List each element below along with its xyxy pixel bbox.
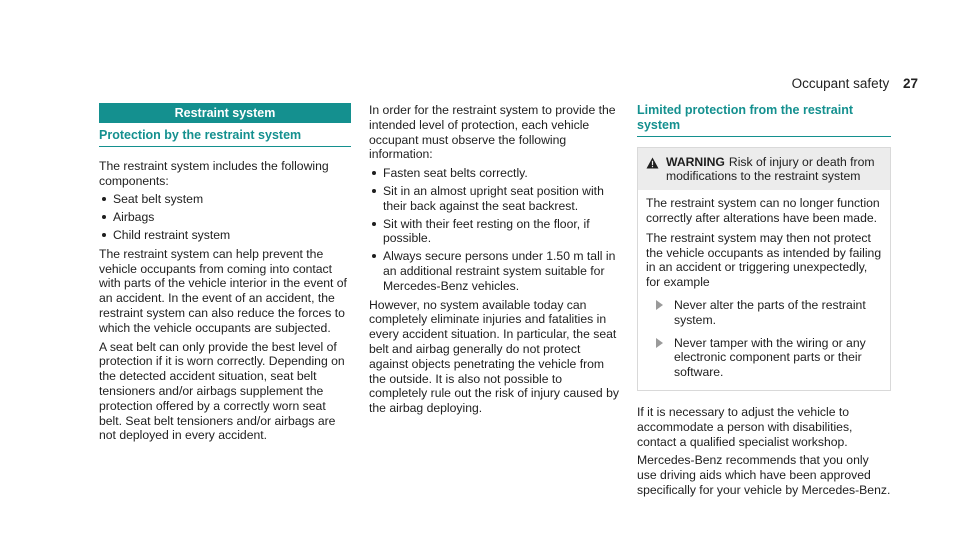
sub-heading: Protection by the restraint system	[99, 128, 351, 147]
page-number: 27	[902, 76, 918, 91]
running-header	[792, 76, 918, 91]
list-item: Always secure persons under 1.50 m tall in an additional restraint system suitable for Mercedes-Benz vehicles.	[369, 249, 619, 293]
warning-label: WARNING	[666, 154, 725, 169]
column-left	[99, 103, 351, 447]
step-text: Never alter the parts of the restraint system.	[674, 297, 866, 327]
list-item: Seat belt system	[99, 192, 351, 207]
list-item: Sit with their feet resting on the floor, if possible.	[369, 217, 619, 247]
rules-list	[369, 166, 619, 293]
body-paragraph: Mercedes-Benz recommends that you only use driving aids which have been approved specifically for your vehicle by Mercedes-Benz.	[637, 453, 891, 497]
warning-text: The restraint system may then not protect the vehicle occupants as intended by failing in an accident or triggering unexpectedly, for example	[646, 230, 882, 290]
instruction-step	[646, 298, 882, 328]
warning-box	[637, 147, 891, 391]
instruction-step	[646, 336, 882, 380]
body-paragraph: The restraint system can help prevent the vehicle occupants from coming into contact with parts of the vehicle interior in the event of an accident. In the event of an accident, the restraint system can also reduce the forces to which the vehicle occupants are subjected.	[99, 246, 347, 335]
body-paragraph: However, no system available today can completely eliminate injuries and fatalities in every accident situation. In particular, the seat belt and airbag generally do not protect against objects penetrating the vehicle from the outside. It is also not possible to completely rule out the risk of injury caused by the airbag deploying.	[369, 297, 619, 416]
step-text: Never tamper with the wiring or any electronic component parts or their software.	[674, 335, 866, 380]
warning-triangle-icon	[646, 157, 659, 169]
section-heading: Restraint system	[99, 103, 351, 123]
body-paragraph: If it is necessary to adjust the vehicle to accommodate a person with disabilities, contact a qualified specialist workshop.	[637, 404, 853, 449]
warning-title: Risk of injury or death from modifications to the restraint system	[666, 154, 875, 184]
step-arrow-icon	[656, 300, 663, 310]
warning-text: The restraint system can no longer function correctly after alterations have been made.	[646, 196, 880, 225]
warning-body	[638, 190, 890, 390]
intro-text: In order for the restraint system to provide the intended level of protection, each vehicle occupant must observe the following information:	[369, 103, 616, 162]
list-item: Airbags	[99, 210, 351, 225]
list-item: Sit in an almost upright seat position with their back against the seat backrest.	[369, 184, 619, 214]
section-title: Occupant safety	[791, 76, 890, 91]
list-item: Fasten seat belts correctly.	[369, 166, 619, 181]
list-item: Child restraint system	[99, 228, 351, 243]
column-right	[637, 103, 891, 502]
body-paragraph: A seat belt can only provide the best level of protection if it is worn correctly. Depending on the detected accident situation, seat belt tensioners and/or airbags supplement the protection offered by a correctly worn seat belt. Seat belt tensioners and/or airbags are not deployed in every accident.	[99, 339, 345, 443]
step-arrow-icon	[656, 338, 663, 348]
sub-heading: Limited protection from the restraint system	[637, 103, 891, 137]
column-middle	[369, 103, 619, 420]
components-list	[99, 192, 351, 242]
intro-text: The restraint system includes the following components:	[99, 158, 329, 188]
warning-header	[638, 148, 890, 191]
